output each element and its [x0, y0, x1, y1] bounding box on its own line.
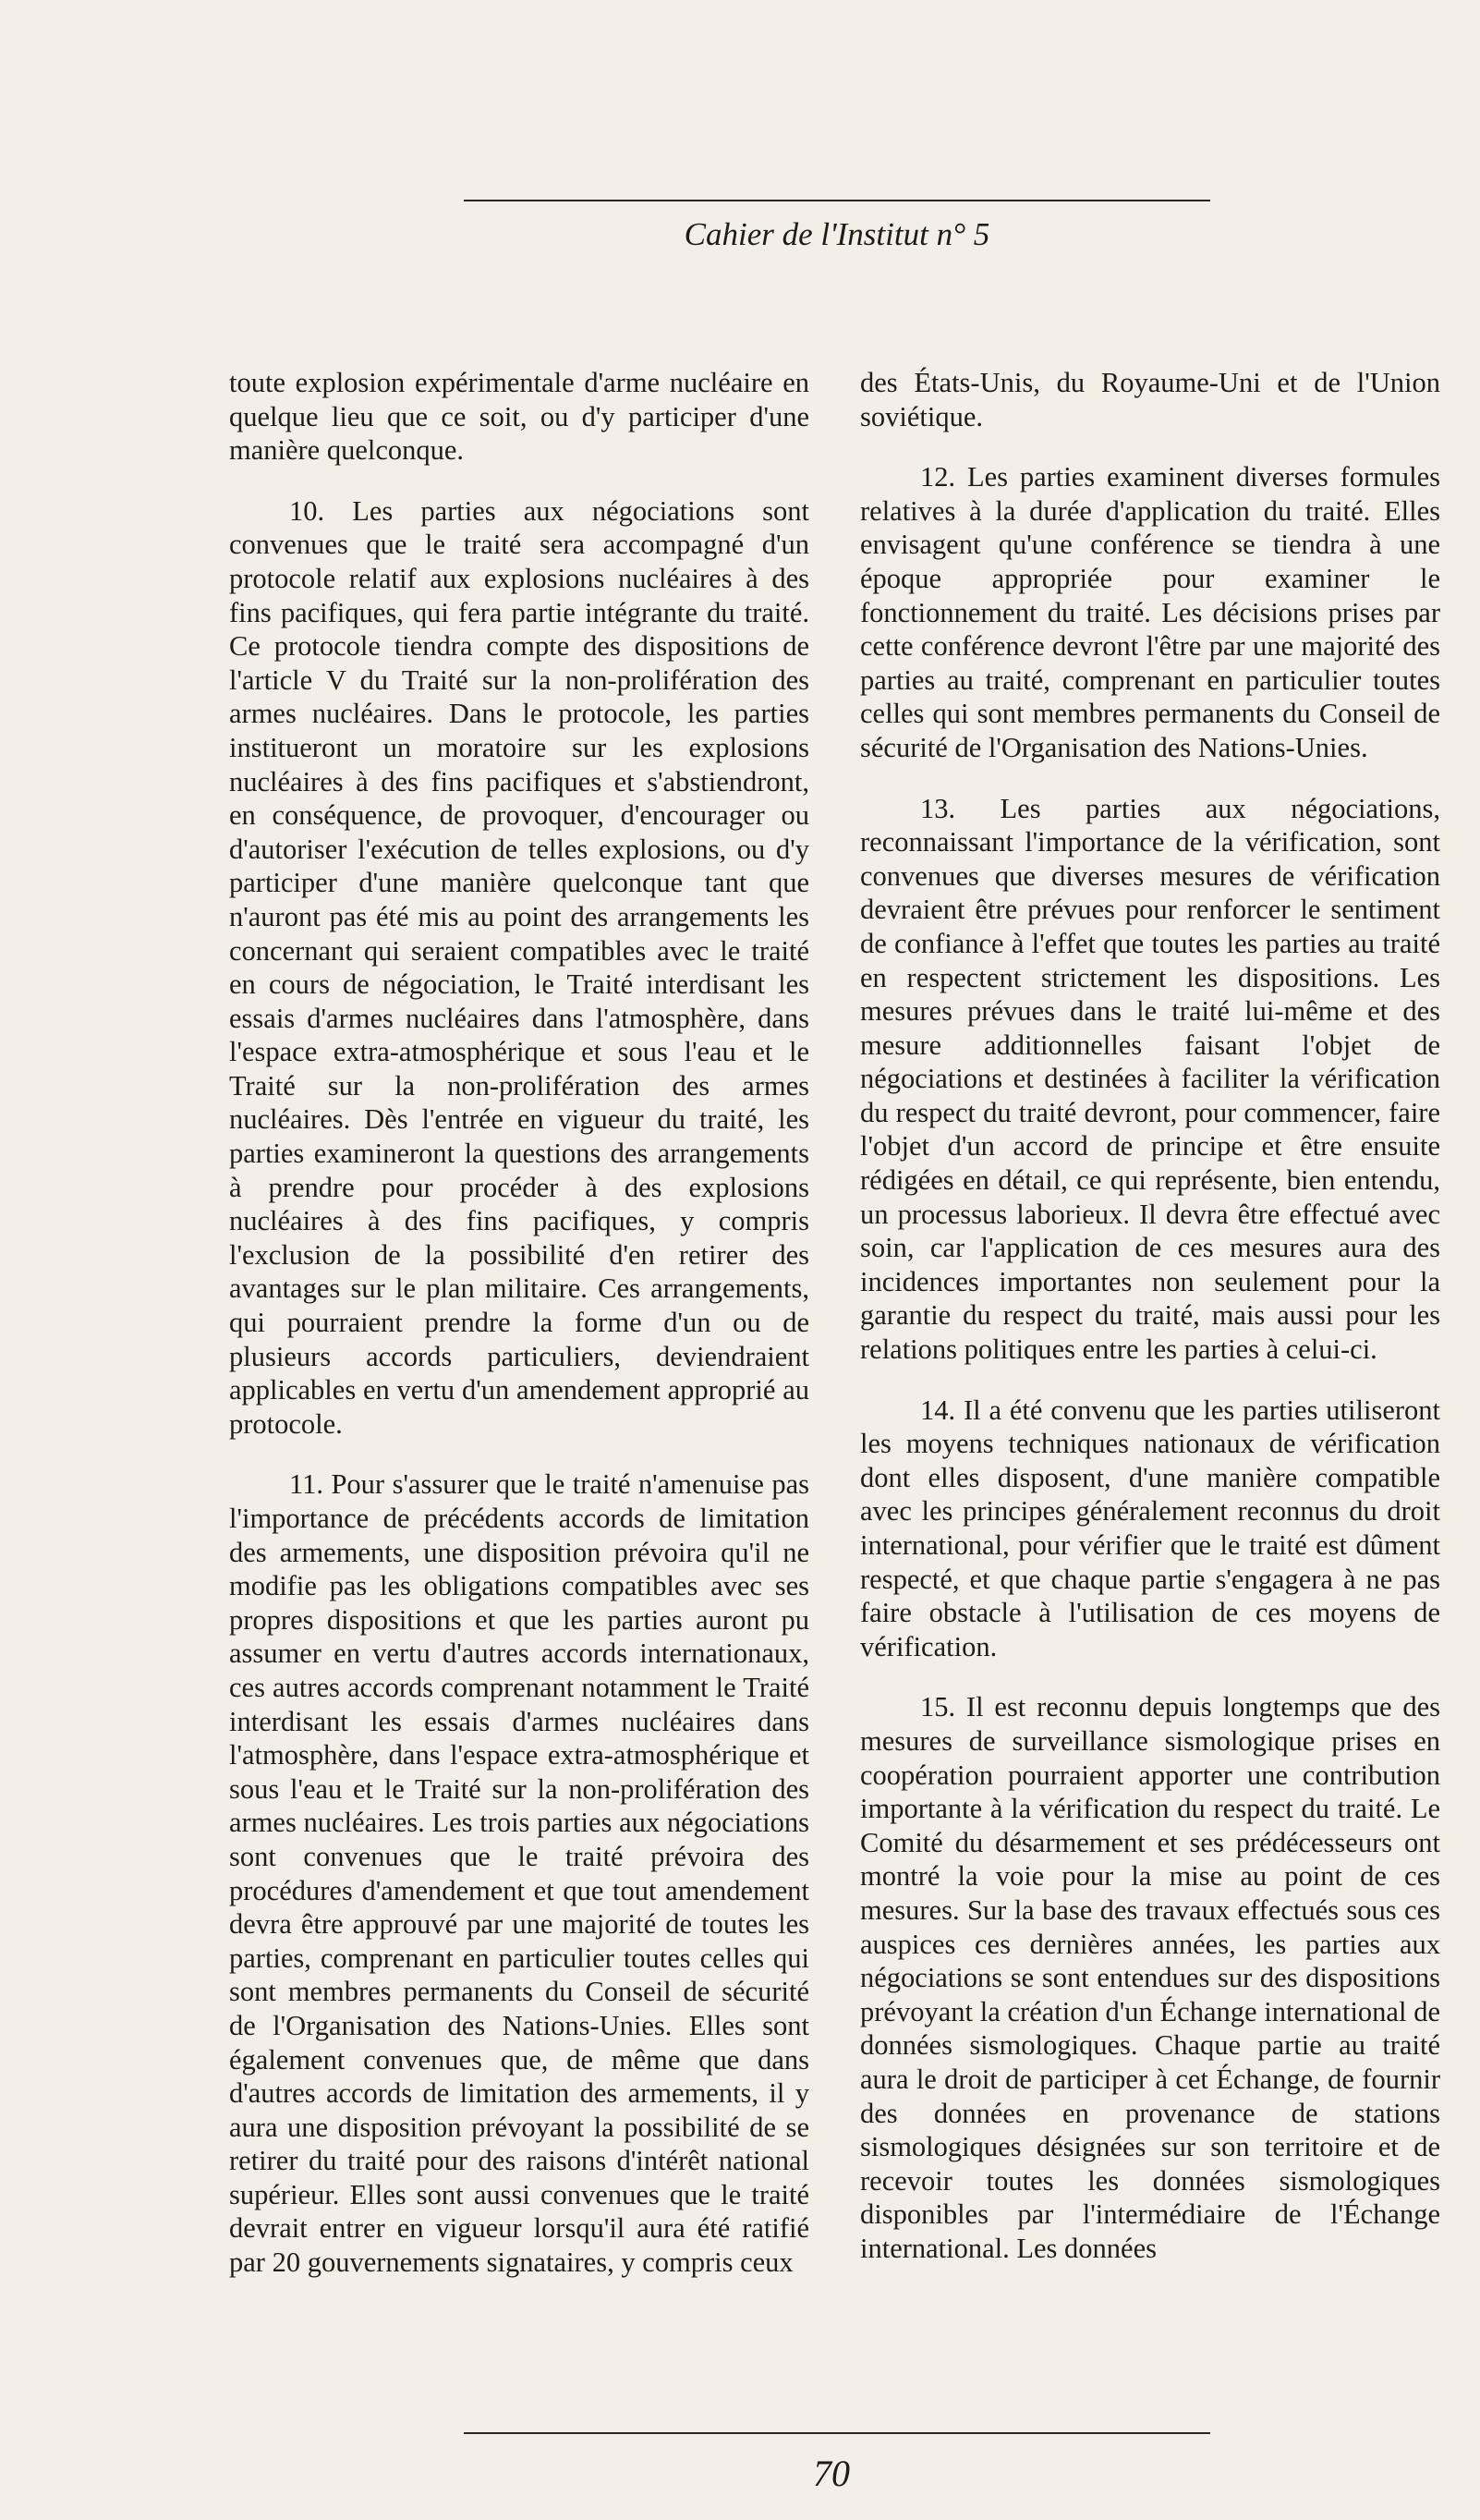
- paragraph-13: 13. Les parties aux négociations, reconnaissant l'importance de la vérification, sont convenues que diverses mesures de vérification devraient être prévues pour renforcer le sentiment de confiance à l'effet que toutes les parties au traité en respectent strictement les dispositions. Les mesures prévues dans le traité lui-même et des mesure additionnelles faisant l'objet de négociations et destinées à faciliter la vérification du respect du traité devront, pour commencer, faire l'objet d'un accord de principe et être ensuite rédigées en détail, ce qui représente, bien entendu, un processus laborieux. Il devra être effectué avec soin, car l'application de ces mesures aura des incidences importantes non seulement pour la garantie du respect du traité, mais aussi pour les relations politiques entre les parties à celui-ci.: [860, 792, 1440, 1366]
- right-column: [860, 366, 1440, 2292]
- paragraph-continuation: des États-Unis, du Royaume-Uni et de l'Union soviétique.: [860, 367, 1440, 432]
- footer-rule: [464, 2432, 1210, 2434]
- header-rule: [464, 200, 1210, 201]
- paragraph-11: 11. Pour s'assurer que le traité n'amenuise pas l'importance de précédents accords de limitation des armements, une disposition prévoira qu'il ne modifie pas les obligations compatibles avec ses propres dispositions et que les parties auront pu assumer en vertu d'autres accords internationaux, ces autres accords comprenant notamment le Traité interdisant les essais d'armes nucléaires dans l'atmosphère, dans l'espace extra-atmosphérique et sous l'eau et le Traité sur la non-prolifération des armes nucléaires. Les trois parties aux négociations sont convenues que le traité prévoira des procédures d'amendement et que tout amendement devra être approuvé par une majorité de toutes les parties, comprenant en particulier toutes celles qui sont membres permanents du Conseil de sécurité de l'Organisation des Nations-Unies. Elles sont également convenues que, de même que dans d'autres accords de limitation des armements, il y aura une disposition prévoyant la possibilité de se retirer du traité pour des raisons d'intérêt national supérieur. Elles sont aussi convenues que le traité devrait entrer en vigueur lorsqu'il aura été ratifié par 20 gouvernements signataires, y compris ceux: [229, 1468, 809, 2279]
- paragraph-12: 12. Les parties examinent diverses formules relatives à la durée d'application du traité. Elles envisagent qu'une conférence se tiendra à une époque appropriée pour examiner le fonctionnement du traité. Les décisions prises par cette conférence devront l'être par une majorité des parties au traité, comprenant en particulier toutes celles qui sont membres permanents du Conseil de sécurité de l'Organisation des Nations-Unies.: [860, 461, 1440, 763]
- left-column: [229, 366, 809, 2307]
- running-title: Cahier de l'Institut n° 5: [684, 216, 990, 252]
- page-number: 70: [813, 2453, 850, 2494]
- paragraph-14: 14. Il a été convenu que les parties utiliseront les moyens techniques nationaux de vérification dont elles disposent, d'une manière compatible avec les principes généralement reconnus du droit international, pour vérifier que le traité est dûment respecté, et que chaque partie s'engagera à ne pas faire obstacle à l'utilisation de ces moyens de vérification.: [860, 1394, 1440, 1662]
- paragraph-15: 15. Il est reconnu depuis longtemps que des mesures de surveillance sismologique prises en coopération pourraient apporter une contribution importante à la vérification du respect du traité. Le Comité du désarmement et ses prédécesseurs ont montré la voie pour la mise au point de ces mesures. Sur la base des travaux effectués sous ces auspices ces dernières années, les parties aux négociations se sont entendues sur des dispositions prévoyant la création d'un Échange international de données sismologiques. Chaque partie au traité aura le droit de participer à cet Échange, de fournir des données en provenance de stations sismologiques désignées sur son territoire et de recevoir toutes les données sismologiques disponibles par l'intermédiaire de l'Échange international. Les données: [860, 1691, 1440, 2264]
- paragraph-continuation: toute explosion expérimentale d'arme nucléaire en quelque lieu que ce soit, ou d'y participer d'une manière quelconque.: [229, 367, 809, 467]
- paragraph-10: 10. Les parties aux négociations sont convenues que le traité sera accompagné d'un protocole relatif aux explosions nucléaires à des fins pacifiques, qui fera partie intégrante du traité. Ce protocole tiendra compte des dispositions de l'article V du Traité sur la non-prolifération des armes nucléaires. Dans le protocole, les parties institueront un moratoire sur les explosions nucléaires à des fins pacifiques et s'abstiendront, en conséquence, de provoquer, d'encourager ou d'autoriser l'exécution de telles explosions, ou d'y participer d'une manière quelconque tant que n'auront pas été mis au point des arrangements les concernant qui seraient compatibles avec le traité en cours de négociation, le Traité interdisant les essais d'armes nucléaires dans l'atmosphère, dans l'espace extra-atmosphérique et sous l'eau et le Traité sur la non-prolifération des armes nucléaires. Dès l'entrée en vigueur du traité, les parties examineront la questions des arrangements à prendre pour procéder à des explosions nucléaires à des fins pacifiques, y compris l'exclusion de la possibilité d'en retirer des avantages sur le plan militaire. Ces arrangements, qui pourraient prendre la forme d'un ou de plusieurs accords particuliers, deviendraient applicables en vertu d'un amendement approprié au protocole.: [229, 494, 809, 1440]
